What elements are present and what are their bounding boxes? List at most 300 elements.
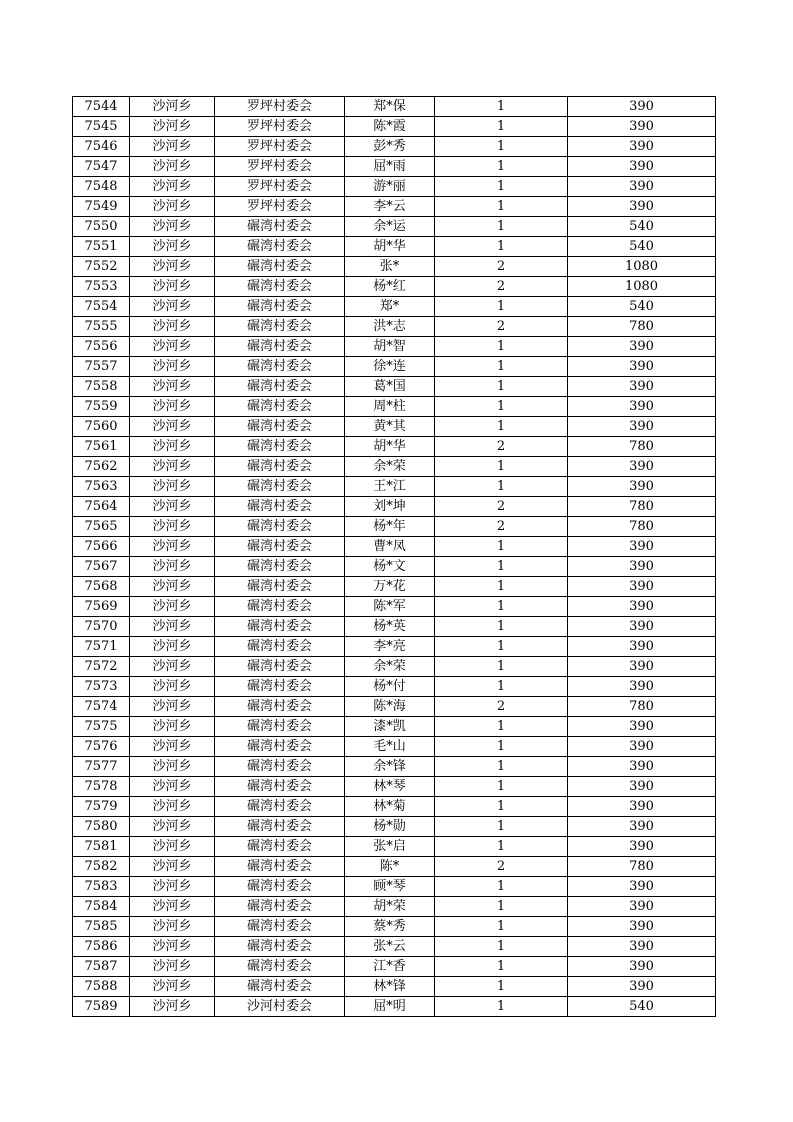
name-cell: 陈*: [345, 857, 435, 877]
village-committee-cell: 碾湾村委会: [215, 497, 345, 517]
table-row: [73, 217, 716, 237]
township-cell: 沙河乡: [130, 717, 215, 737]
township-cell: 沙河乡: [130, 497, 215, 517]
count-cell: 1: [435, 137, 568, 157]
table-row: [73, 617, 716, 637]
amount-cell: 390: [568, 557, 716, 577]
row-number-cell: 7548: [73, 177, 130, 197]
table-row: [73, 817, 716, 837]
table-row: [73, 377, 716, 397]
name-cell: 曹*凤: [345, 537, 435, 557]
village-committee-cell: 碾湾村委会: [215, 257, 345, 277]
table-row: [73, 997, 716, 1017]
table-body: [73, 97, 716, 1017]
village-committee-cell: 沙河村委会: [215, 997, 345, 1017]
amount-cell: 390: [568, 717, 716, 737]
row-number-cell: 7552: [73, 257, 130, 277]
township-cell: 沙河乡: [130, 577, 215, 597]
count-cell: 1: [435, 997, 568, 1017]
village-committee-cell: 罗坪村委会: [215, 157, 345, 177]
township-cell: 沙河乡: [130, 937, 215, 957]
row-number-cell: 7572: [73, 657, 130, 677]
name-cell: 李*亮: [345, 637, 435, 657]
count-cell: 1: [435, 877, 568, 897]
amount-cell: 540: [568, 297, 716, 317]
table-row: [73, 337, 716, 357]
table-row: [73, 657, 716, 677]
table-row: [73, 357, 716, 377]
table-row: [73, 177, 716, 197]
row-number-cell: 7544: [73, 97, 130, 117]
name-cell: 毛*山: [345, 737, 435, 757]
township-cell: 沙河乡: [130, 417, 215, 437]
village-committee-cell: 碾湾村委会: [215, 537, 345, 557]
name-cell: 陈*霞: [345, 117, 435, 137]
table-row: [73, 297, 716, 317]
amount-cell: 390: [568, 637, 716, 657]
table-row: [73, 857, 716, 877]
amount-cell: 390: [568, 137, 716, 157]
township-cell: 沙河乡: [130, 737, 215, 757]
count-cell: 1: [435, 117, 568, 137]
row-number-cell: 7553: [73, 277, 130, 297]
township-cell: 沙河乡: [130, 357, 215, 377]
township-cell: 沙河乡: [130, 977, 215, 997]
count-cell: 2: [435, 437, 568, 457]
row-number-cell: 7584: [73, 897, 130, 917]
township-cell: 沙河乡: [130, 317, 215, 337]
amount-cell: 390: [568, 617, 716, 637]
township-cell: 沙河乡: [130, 377, 215, 397]
village-committee-cell: 碾湾村委会: [215, 677, 345, 697]
name-cell: 徐*连: [345, 357, 435, 377]
table-row: [73, 917, 716, 937]
township-cell: 沙河乡: [130, 137, 215, 157]
table-row: [73, 597, 716, 617]
name-cell: 余*锋: [345, 757, 435, 777]
township-cell: 沙河乡: [130, 837, 215, 857]
row-number-cell: 7573: [73, 677, 130, 697]
township-cell: 沙河乡: [130, 877, 215, 897]
count-cell: 1: [435, 797, 568, 817]
name-cell: 胡*智: [345, 337, 435, 357]
count-cell: 1: [435, 97, 568, 117]
count-cell: 1: [435, 777, 568, 797]
village-committee-cell: 碾湾村委会: [215, 637, 345, 657]
name-cell: 林*琴: [345, 777, 435, 797]
row-number-cell: 7559: [73, 397, 130, 417]
village-committee-cell: 碾湾村委会: [215, 817, 345, 837]
count-cell: 1: [435, 757, 568, 777]
table-row: [73, 197, 716, 217]
table-row: [73, 737, 716, 757]
table-row: [73, 277, 716, 297]
village-committee-cell: 碾湾村委会: [215, 737, 345, 757]
village-committee-cell: 碾湾村委会: [215, 757, 345, 777]
table-row: [73, 157, 716, 177]
row-number-cell: 7556: [73, 337, 130, 357]
village-committee-cell: 碾湾村委会: [215, 897, 345, 917]
township-cell: 沙河乡: [130, 617, 215, 637]
count-cell: 1: [435, 617, 568, 637]
table-row: [73, 237, 716, 257]
village-committee-cell: 碾湾村委会: [215, 397, 345, 417]
amount-cell: 390: [568, 177, 716, 197]
township-cell: 沙河乡: [130, 217, 215, 237]
name-cell: 林*锋: [345, 977, 435, 997]
amount-cell: 390: [568, 457, 716, 477]
count-cell: 1: [435, 177, 568, 197]
count-cell: 1: [435, 717, 568, 737]
table-row: [73, 557, 716, 577]
township-cell: 沙河乡: [130, 257, 215, 277]
township-cell: 沙河乡: [130, 637, 215, 657]
amount-cell: 390: [568, 877, 716, 897]
name-cell: 蔡*秀: [345, 917, 435, 937]
amount-cell: 390: [568, 337, 716, 357]
name-cell: 林*菊: [345, 797, 435, 817]
name-cell: 郑*保: [345, 97, 435, 117]
township-cell: 沙河乡: [130, 277, 215, 297]
count-cell: 1: [435, 237, 568, 257]
row-number-cell: 7571: [73, 637, 130, 657]
row-number-cell: 7554: [73, 297, 130, 317]
township-cell: 沙河乡: [130, 157, 215, 177]
village-committee-cell: 碾湾村委会: [215, 297, 345, 317]
name-cell: 刘*坤: [345, 497, 435, 517]
row-number-cell: 7567: [73, 557, 130, 577]
subsidy-list-page: [72, 96, 716, 1017]
township-cell: 沙河乡: [130, 817, 215, 837]
row-number-cell: 7568: [73, 577, 130, 597]
name-cell: 杨*文: [345, 557, 435, 577]
village-committee-cell: 碾湾村委会: [215, 437, 345, 457]
count-cell: 2: [435, 497, 568, 517]
table-row: [73, 937, 716, 957]
count-cell: 2: [435, 257, 568, 277]
village-committee-cell: 碾湾村委会: [215, 377, 345, 397]
village-committee-cell: 碾湾村委会: [215, 417, 345, 437]
count-cell: 1: [435, 637, 568, 657]
township-cell: 沙河乡: [130, 797, 215, 817]
row-number-cell: 7558: [73, 377, 130, 397]
amount-cell: 780: [568, 317, 716, 337]
name-cell: 江*香: [345, 957, 435, 977]
row-number-cell: 7576: [73, 737, 130, 757]
row-number-cell: 7582: [73, 857, 130, 877]
village-committee-cell: 罗坪村委会: [215, 197, 345, 217]
name-cell: 胡*荣: [345, 897, 435, 917]
name-cell: 张*云: [345, 937, 435, 957]
township-cell: 沙河乡: [130, 997, 215, 1017]
row-number-cell: 7569: [73, 597, 130, 617]
table-row: [73, 97, 716, 117]
row-number-cell: 7585: [73, 917, 130, 937]
village-committee-cell: 碾湾村委会: [215, 657, 345, 677]
row-number-cell: 7550: [73, 217, 130, 237]
name-cell: 杨*年: [345, 517, 435, 537]
table-row: [73, 977, 716, 997]
row-number-cell: 7589: [73, 997, 130, 1017]
amount-cell: 390: [568, 597, 716, 617]
name-cell: 彭*秀: [345, 137, 435, 157]
township-cell: 沙河乡: [130, 897, 215, 917]
amount-cell: 390: [568, 797, 716, 817]
amount-cell: 390: [568, 397, 716, 417]
table-row: [73, 697, 716, 717]
count-cell: 1: [435, 197, 568, 217]
amount-cell: 390: [568, 657, 716, 677]
township-cell: 沙河乡: [130, 517, 215, 537]
count-cell: 1: [435, 297, 568, 317]
table-row: [73, 257, 716, 277]
name-cell: 杨*勋: [345, 817, 435, 837]
count-cell: 1: [435, 357, 568, 377]
township-cell: 沙河乡: [130, 857, 215, 877]
count-cell: 1: [435, 837, 568, 857]
village-committee-cell: 罗坪村委会: [215, 117, 345, 137]
row-number-cell: 7563: [73, 477, 130, 497]
table-row: [73, 137, 716, 157]
count-cell: 2: [435, 697, 568, 717]
amount-cell: 540: [568, 997, 716, 1017]
table-row: [73, 117, 716, 137]
township-cell: 沙河乡: [130, 697, 215, 717]
table-row: [73, 517, 716, 537]
name-cell: 陈*海: [345, 697, 435, 717]
count-cell: 1: [435, 157, 568, 177]
township-cell: 沙河乡: [130, 597, 215, 617]
name-cell: 李*云: [345, 197, 435, 217]
amount-cell: 390: [568, 477, 716, 497]
table-row: [73, 877, 716, 897]
row-number-cell: 7545: [73, 117, 130, 137]
name-cell: 游*丽: [345, 177, 435, 197]
amount-cell: 390: [568, 537, 716, 557]
row-number-cell: 7583: [73, 877, 130, 897]
amount-cell: 390: [568, 917, 716, 937]
table-row: [73, 497, 716, 517]
village-committee-cell: 碾湾村委会: [215, 457, 345, 477]
name-cell: 顾*琴: [345, 877, 435, 897]
amount-cell: 780: [568, 497, 716, 517]
village-committee-cell: 碾湾村委会: [215, 837, 345, 857]
name-cell: 余*运: [345, 217, 435, 237]
count-cell: 1: [435, 557, 568, 577]
township-cell: 沙河乡: [130, 437, 215, 457]
table-row: [73, 797, 716, 817]
township-cell: 沙河乡: [130, 557, 215, 577]
village-committee-cell: 碾湾村委会: [215, 857, 345, 877]
name-cell: 张*启: [345, 837, 435, 857]
village-committee-cell: 罗坪村委会: [215, 97, 345, 117]
amount-cell: 390: [568, 817, 716, 837]
count-cell: 1: [435, 417, 568, 437]
village-committee-cell: 碾湾村委会: [215, 957, 345, 977]
township-cell: 沙河乡: [130, 397, 215, 417]
amount-cell: 390: [568, 977, 716, 997]
count-cell: 1: [435, 897, 568, 917]
count-cell: 1: [435, 337, 568, 357]
table-row: [73, 577, 716, 597]
table-row: [73, 777, 716, 797]
village-committee-cell: 碾湾村委会: [215, 917, 345, 937]
township-cell: 沙河乡: [130, 677, 215, 697]
township-cell: 沙河乡: [130, 957, 215, 977]
township-cell: 沙河乡: [130, 197, 215, 217]
village-committee-cell: 碾湾村委会: [215, 357, 345, 377]
village-committee-cell: 碾湾村委会: [215, 717, 345, 737]
amount-cell: 390: [568, 117, 716, 137]
row-number-cell: 7580: [73, 817, 130, 837]
amount-cell: 390: [568, 757, 716, 777]
name-cell: 万*花: [345, 577, 435, 597]
township-cell: 沙河乡: [130, 177, 215, 197]
row-number-cell: 7586: [73, 937, 130, 957]
village-committee-cell: 碾湾村委会: [215, 337, 345, 357]
table-row: [73, 437, 716, 457]
table-row: [73, 717, 716, 737]
name-cell: 黄*其: [345, 417, 435, 437]
name-cell: 胡*华: [345, 437, 435, 457]
amount-cell: 390: [568, 777, 716, 797]
count-cell: 1: [435, 397, 568, 417]
township-cell: 沙河乡: [130, 537, 215, 557]
row-number-cell: 7551: [73, 237, 130, 257]
name-cell: 杨*红: [345, 277, 435, 297]
count-cell: 1: [435, 737, 568, 757]
amount-cell: 390: [568, 417, 716, 437]
count-cell: 1: [435, 977, 568, 997]
name-cell: 胡*华: [345, 237, 435, 257]
row-number-cell: 7555: [73, 317, 130, 337]
amount-cell: 780: [568, 857, 716, 877]
township-cell: 沙河乡: [130, 97, 215, 117]
name-cell: 余*荣: [345, 457, 435, 477]
count-cell: 1: [435, 597, 568, 617]
village-committee-cell: 碾湾村委会: [215, 237, 345, 257]
village-committee-cell: 碾湾村委会: [215, 477, 345, 497]
village-committee-cell: 碾湾村委会: [215, 697, 345, 717]
village-committee-cell: 碾湾村委会: [215, 577, 345, 597]
name-cell: 葛*国: [345, 377, 435, 397]
row-number-cell: 7578: [73, 777, 130, 797]
township-cell: 沙河乡: [130, 117, 215, 137]
township-cell: 沙河乡: [130, 917, 215, 937]
amount-cell: 1080: [568, 257, 716, 277]
village-committee-cell: 碾湾村委会: [215, 217, 345, 237]
row-number-cell: 7570: [73, 617, 130, 637]
row-number-cell: 7549: [73, 197, 130, 217]
amount-cell: 390: [568, 197, 716, 217]
township-cell: 沙河乡: [130, 757, 215, 777]
village-committee-cell: 碾湾村委会: [215, 877, 345, 897]
table-row: [73, 537, 716, 557]
table-row: [73, 837, 716, 857]
count-cell: 1: [435, 577, 568, 597]
amount-cell: 390: [568, 577, 716, 597]
amount-cell: 390: [568, 837, 716, 857]
row-number-cell: 7562: [73, 457, 130, 477]
row-number-cell: 7587: [73, 957, 130, 977]
name-cell: 王*江: [345, 477, 435, 497]
row-number-cell: 7547: [73, 157, 130, 177]
amount-cell: 540: [568, 237, 716, 257]
row-number-cell: 7564: [73, 497, 130, 517]
count-cell: 1: [435, 217, 568, 237]
name-cell: 漆*凯: [345, 717, 435, 737]
amount-cell: 540: [568, 217, 716, 237]
table-row: [73, 957, 716, 977]
village-committee-cell: 碾湾村委会: [215, 597, 345, 617]
table-row: [73, 397, 716, 417]
village-committee-cell: 碾湾村委会: [215, 777, 345, 797]
count-cell: 1: [435, 477, 568, 497]
count-cell: 1: [435, 817, 568, 837]
township-cell: 沙河乡: [130, 457, 215, 477]
village-committee-cell: 碾湾村委会: [215, 797, 345, 817]
table-row: [73, 677, 716, 697]
subsidy-table: [72, 96, 716, 1017]
table-row: [73, 637, 716, 657]
row-number-cell: 7588: [73, 977, 130, 997]
village-committee-cell: 罗坪村委会: [215, 137, 345, 157]
row-number-cell: 7561: [73, 437, 130, 457]
name-cell: 郑*: [345, 297, 435, 317]
row-number-cell: 7566: [73, 537, 130, 557]
name-cell: 陈*军: [345, 597, 435, 617]
name-cell: 余*荣: [345, 657, 435, 677]
table-row: [73, 457, 716, 477]
amount-cell: 390: [568, 157, 716, 177]
township-cell: 沙河乡: [130, 657, 215, 677]
township-cell: 沙河乡: [130, 337, 215, 357]
count-cell: 2: [435, 857, 568, 877]
table-row: [73, 317, 716, 337]
count-cell: 2: [435, 517, 568, 537]
amount-cell: 780: [568, 517, 716, 537]
amount-cell: 390: [568, 97, 716, 117]
table-row: [73, 757, 716, 777]
village-committee-cell: 碾湾村委会: [215, 277, 345, 297]
row-number-cell: 7581: [73, 837, 130, 857]
name-cell: 张*: [345, 257, 435, 277]
village-committee-cell: 碾湾村委会: [215, 937, 345, 957]
name-cell: 杨*付: [345, 677, 435, 697]
count-cell: 1: [435, 657, 568, 677]
count-cell: 1: [435, 917, 568, 937]
amount-cell: 390: [568, 357, 716, 377]
row-number-cell: 7546: [73, 137, 130, 157]
row-number-cell: 7560: [73, 417, 130, 437]
count-cell: 1: [435, 537, 568, 557]
count-cell: 1: [435, 937, 568, 957]
count-cell: 1: [435, 377, 568, 397]
table-row: [73, 417, 716, 437]
amount-cell: 390: [568, 377, 716, 397]
village-committee-cell: 碾湾村委会: [215, 977, 345, 997]
name-cell: 杨*英: [345, 617, 435, 637]
count-cell: 1: [435, 957, 568, 977]
count-cell: 1: [435, 677, 568, 697]
table-row: [73, 477, 716, 497]
township-cell: 沙河乡: [130, 237, 215, 257]
row-number-cell: 7565: [73, 517, 130, 537]
amount-cell: 390: [568, 897, 716, 917]
row-number-cell: 7574: [73, 697, 130, 717]
village-committee-cell: 碾湾村委会: [215, 557, 345, 577]
village-committee-cell: 碾湾村委会: [215, 517, 345, 537]
